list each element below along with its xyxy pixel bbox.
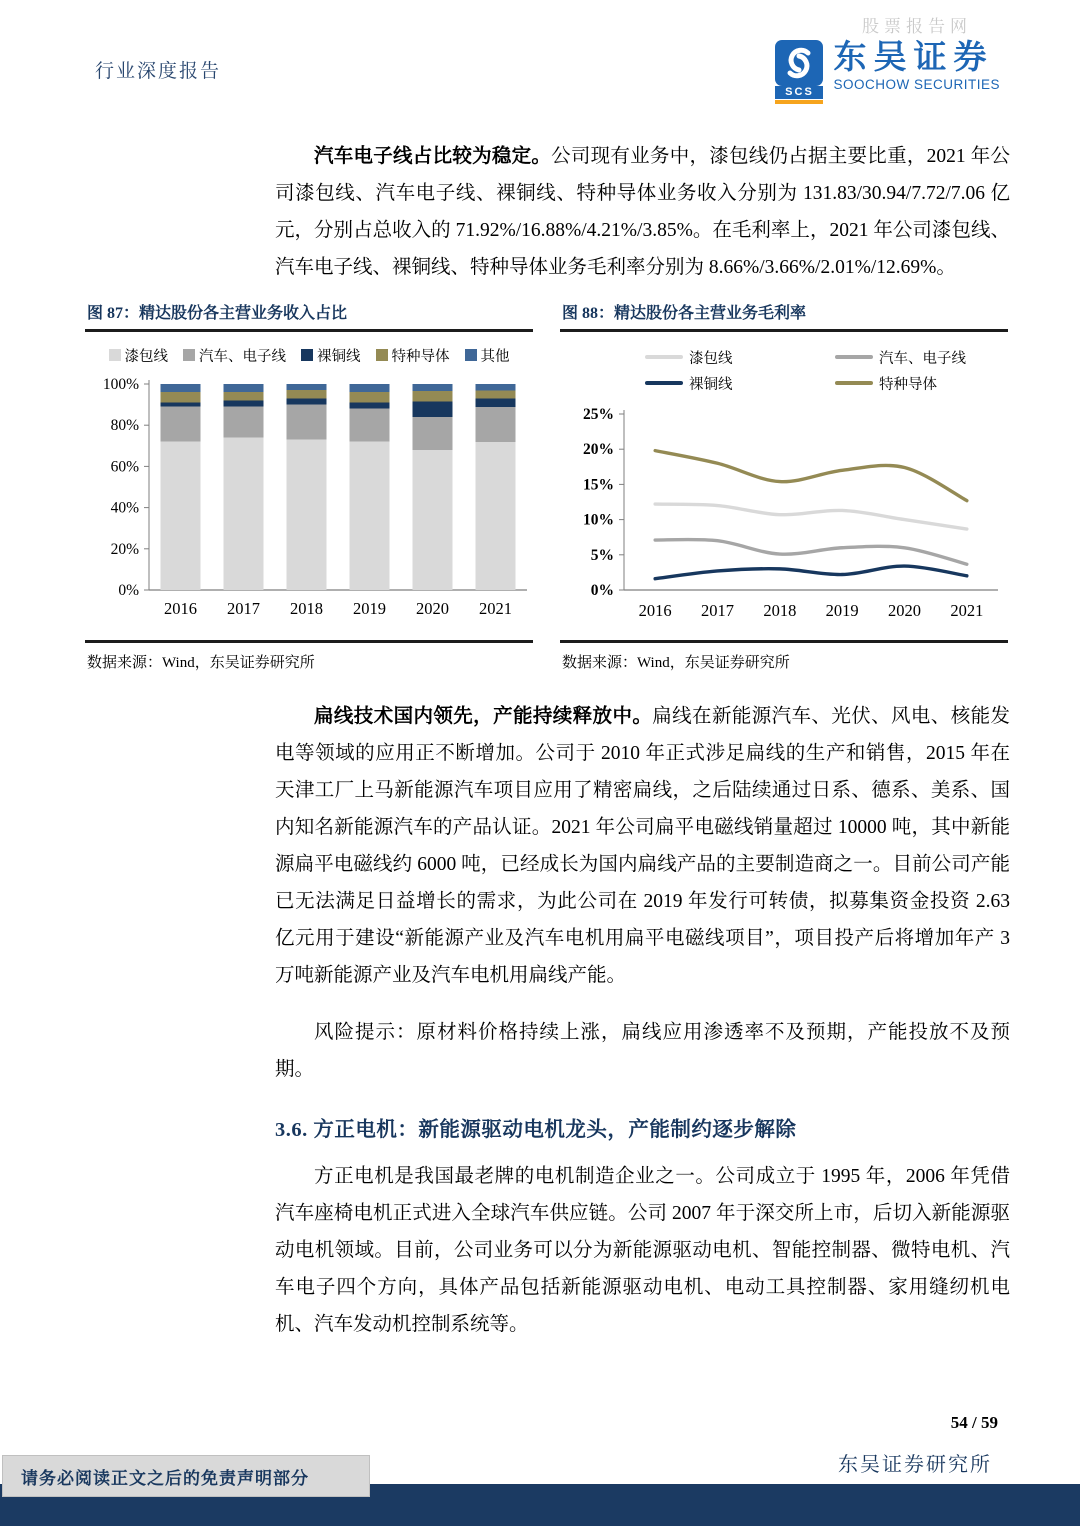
paragraph-text: 扁线在新能源汽车、光伏、风电、核能发电等领域的应用正不断增加。公司于 2010 年正式涉足扁线的生产和销售，2015 年在天津工厂上马新能源汽车项目应用了精密扁线，之后陆续通过日系、德系、美系、国内知名新能源汽车的产品认证。2021 年公司扁平电磁线销量超过 10000 吨，其中新能源扁平电磁线约 6000 吨，已经成长为国内扁线产品的主要制造商之一。目前公司产能已无法满足日益增长的需求，为此公司在 2019 年发行可转债，拟募集资金投资 2.63 亿元用于建设“新能源产业及汽车电机用扁平电磁线项目”，项目投产后将增加年产 3 万吨新能源产业及汽车电机用扁线产能。 <box>275 706 1010 986</box>
legend-label: 漆包线 <box>689 350 733 367</box>
svg-text:5%: 5% <box>590 546 614 564</box>
svg-text:60%: 60% <box>110 458 139 476</box>
svg-text:2019: 2019 <box>825 601 859 620</box>
figure-88-source: 数据来源：Wind，东吴证券研究所 <box>562 655 790 671</box>
svg-text:80%: 80% <box>110 417 139 435</box>
legend-square-swatch <box>376 349 388 361</box>
legend-line-swatch <box>645 381 683 385</box>
legend-item <box>835 373 1025 394</box>
legend-label: 汽车、电子线 <box>199 348 286 365</box>
legend-label: 其他 <box>480 348 510 365</box>
figure-87-legend <box>85 342 533 368</box>
legend-label: 特种导体 <box>879 376 937 393</box>
svg-text:100%: 100% <box>102 376 139 393</box>
figure-87 <box>85 298 533 674</box>
risk-note: 风险提示：原材料价格持续上涨，扁线应用渗透率不及预期，产能投放不及预期。 <box>275 1022 1010 1080</box>
figure-88 <box>560 298 1008 674</box>
paragraph-text: 公司现有业务中，漆包线仍占据主要比重，2021 年公司漆包线、汽车电子线、裸铜线、特种导体业务收入分别为 131.83/30.94/7.72/7.06 亿元，分别占总收入的 71.92%/16.88%/4.21%/3.85%。在毛利率上，2021 年公司漆包线、汽车电子线、裸铜线、特种导体业务毛利率分别为 8.66%/3.66%/2.01%/12.69%。 <box>275 146 1010 278</box>
svg-text:2020: 2020 <box>888 601 921 620</box>
paragraph-fangzheng-motor: 方正电机是我国最老牌的电机制造企业之一。公司成立于 1995 年，2006 年凭借汽车座椅电机正式进入全球汽车供应链。公司 2007 年于深交所上市，后切入新能源驱动电机领域。目前，公司业务可以分为新能源驱动电机、智能控制器、微特电机、汽车电子四个方向，具体产品包括新能源驱动电机、电动工具控制器、家用缝纫机电机、汽车发动机控制系统等。 <box>275 1166 1010 1335</box>
svg-text:0%: 0% <box>118 582 139 599</box>
paragraph-flat-wire <box>275 698 1010 994</box>
svg-text:20%: 20% <box>583 441 614 459</box>
legend-item <box>645 347 835 368</box>
svg-text:2017: 2017 <box>227 599 260 618</box>
svg-text:2017: 2017 <box>701 601 734 620</box>
figure-87-source: 数据来源：Wind，东吴证券研究所 <box>87 655 315 671</box>
legend-square-swatch <box>465 349 477 361</box>
figure-88-title: 图 88：精达股份各主营业务毛利率 <box>560 298 1008 332</box>
section-heading-3-6: 3.6. 方正电机：新能源驱动电机龙头，产能制约逐步解除 <box>275 1119 797 1141</box>
svg-text:25%: 25% <box>583 406 614 423</box>
legend-line-swatch <box>835 381 873 385</box>
legend-square-swatch <box>183 349 195 361</box>
svg-text:20%: 20% <box>110 540 139 558</box>
legend-item <box>183 345 286 366</box>
legend-item <box>109 345 169 366</box>
report-type-label: 行业深度报告 <box>95 61 222 82</box>
svg-text:2020: 2020 <box>416 599 449 618</box>
legend-square-swatch <box>109 349 121 361</box>
legend-label: 特种导体 <box>391 348 450 365</box>
body-column <box>275 138 1010 286</box>
soochow-logo <box>775 40 1000 104</box>
figure-87-chart <box>85 368 533 636</box>
legend-label: 汽车、电子线 <box>879 350 966 367</box>
legend-item <box>465 345 510 366</box>
svg-text:2021: 2021 <box>950 601 984 620</box>
legend-item <box>376 345 450 366</box>
legend-label: 裸铜线 <box>317 348 361 365</box>
logo-mark <box>775 40 823 104</box>
figures-row <box>85 298 1008 674</box>
legend-label: 漆包线 <box>124 348 168 365</box>
watermark: 股票报告网 <box>862 17 972 36</box>
legend-item <box>645 373 835 394</box>
figure-88-body <box>560 332 1008 640</box>
legend-item <box>835 347 1025 368</box>
figure-87-title: 图 87：精达股份各主营业务收入占比 <box>85 298 533 332</box>
svg-text:15%: 15% <box>583 476 614 494</box>
figure-88-legend <box>560 344 1008 404</box>
legend-item <box>301 345 361 366</box>
body-column-2 <box>275 698 1010 1343</box>
svg-text:2018: 2018 <box>763 601 797 620</box>
svg-text:2019: 2019 <box>353 599 386 618</box>
logo-abbr-label: SCS <box>775 86 823 99</box>
institute-label: 东吴证券研究所 <box>838 1454 992 1476</box>
logo-swirl-icon <box>775 40 823 86</box>
logo-underline <box>775 100 823 104</box>
svg-text:2016: 2016 <box>164 599 197 618</box>
logo-en-label: SOOCHOW SECURITIES <box>833 77 1000 92</box>
svg-text:2021: 2021 <box>479 599 512 618</box>
logo-text <box>833 40 1000 94</box>
legend-square-swatch <box>301 349 313 361</box>
disclaimer-text: 请务必阅读正文之后的免责声明部分 <box>21 1468 309 1488</box>
svg-text:2016: 2016 <box>638 601 672 620</box>
legend-label: 裸铜线 <box>689 376 733 393</box>
page-number: 54 / 59 <box>950 1413 998 1432</box>
paragraph-auto-electronic-wire <box>275 138 1010 286</box>
figure-87-body <box>85 332 533 640</box>
paragraph-lead-bold: 汽车电子线占比较为稳定。 <box>314 146 552 167</box>
svg-text:10%: 10% <box>583 511 614 529</box>
svg-text:40%: 40% <box>110 499 139 517</box>
svg-text:0%: 0% <box>590 582 614 599</box>
paragraph-lead-bold: 扁线技术国内领先，产能持续释放中。 <box>314 706 653 727</box>
legend-line-swatch <box>835 355 873 359</box>
logo-cn-label: 东吴证券 <box>833 40 994 76</box>
figure-88-chart <box>560 404 1008 634</box>
legend-line-swatch <box>645 355 683 359</box>
disclaimer-box <box>2 1455 370 1497</box>
svg-text:2018: 2018 <box>290 599 323 618</box>
